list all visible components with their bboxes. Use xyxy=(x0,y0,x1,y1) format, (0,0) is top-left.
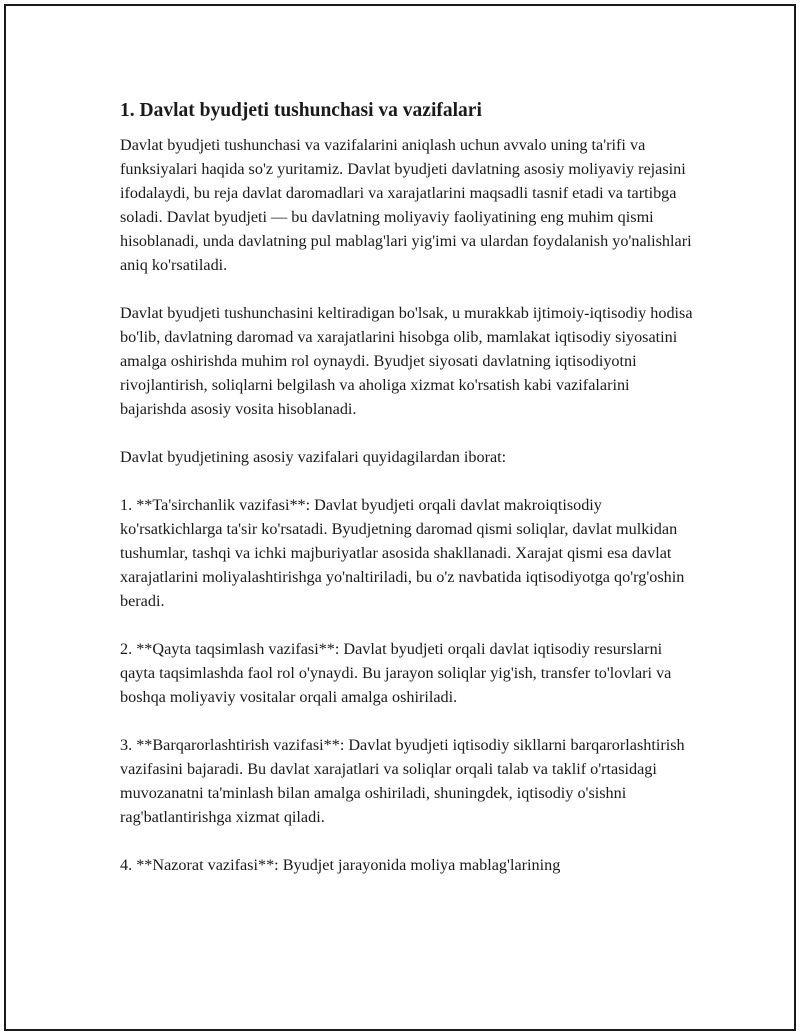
page-frame xyxy=(4,4,796,1031)
paragraph-definition: Davlat byudjeti tushunchasi va vazifalarini aniqlash uchun avvalo uning ta'rifi va funksiyalari haqida so'z yuritamiz. Davlat byudjeti davlatning asosiy moliyaviy rejasini ifodalaydi, bu reja davlat daromadlari va xarajatlarini maqsadli tasnif etadi va tartibga soladi. Davlat byudjeti — bu davlatning moliyaviy faoliyatining eng muhim qismi hisoblanadi, unda davlatning pul mablag'lari yig'imi va ulardan foydalanish yo'nalishlari aniq ko'rsatiladi. xyxy=(120,136,692,274)
list-item-redistribution: 2. **Qayta taqsimlash vazifasi**: Davlat byudjeti orqali davlat iqtisodiy resurslarni qayta taqsimlashda faol rol o'ynaydi. Bu jarayon soliqlar yig'ish, transfer to'lovlari va boshqa moliyaviy vositalar orqali amalga oshiriladi. xyxy=(120,640,672,706)
paragraph-concept: Davlat byudjeti tushunchasini keltiradigan bo'lsak, u murakkab ijtimoiy-iqtisodiy hodisa bo'lib, davlatning daromad va xarajatlarini hisobga olib, mamlakat iqtisodiy siyosatini amalga oshirishda muhim rol oynaydi. Byudjet siyosati davlatning iqtisodiyotni rivojlantirish, soliqlarni belgilash va aholiga xizmat ko'rsatish kabi vazifalarini bajarishda asosiy vosita hisoblanadi. xyxy=(120,304,693,418)
list-item-stabilization: 3. **Barqarorlashtirish vazifasi**: Davlat byudjeti iqtisodiy sikllarni barqarorlashtirish vazifasini bajaradi. Bu davlat xarajatlari va soliqlar orqali talab va taklif o'rtasidagi muvozanatni ta'minlash bilan amalga oshiriladi, shuningdek, iqtisodiy o'sishni rag'batlantirishga xizmat qiladi. xyxy=(120,736,685,826)
section-heading: 1. Davlat byudjeti tushunchasi va vazifalari xyxy=(120,100,482,121)
list-item-control: 4. **Nazorat vazifasi**: Byudjet jarayonida moliya mablag'larining xyxy=(120,856,561,874)
document-body xyxy=(120,98,700,901)
list-item-influence: 1. **Ta'sirchanlik vazifasi**: Davlat byudjeti orqali davlat makroiqtisodiy ko'rsatkichlarga ta'sir ko'rsatadi. Byudjetning daromad qismi soliqlar, davlat mulkidan tushumlar, tashqi va ichki majburiyatlar asosida shakllanadi. Xarajat qismi esa davlat xarajatlarini moliyalashtirishga yo'naltiriladi, bu o'z navbatida iqtisodiyotga qo'rg'oshin beradi. xyxy=(120,496,685,610)
paragraph-functions-intro: Davlat byudjetining asosiy vazifalari quyidagilardan iborat: xyxy=(120,448,507,466)
